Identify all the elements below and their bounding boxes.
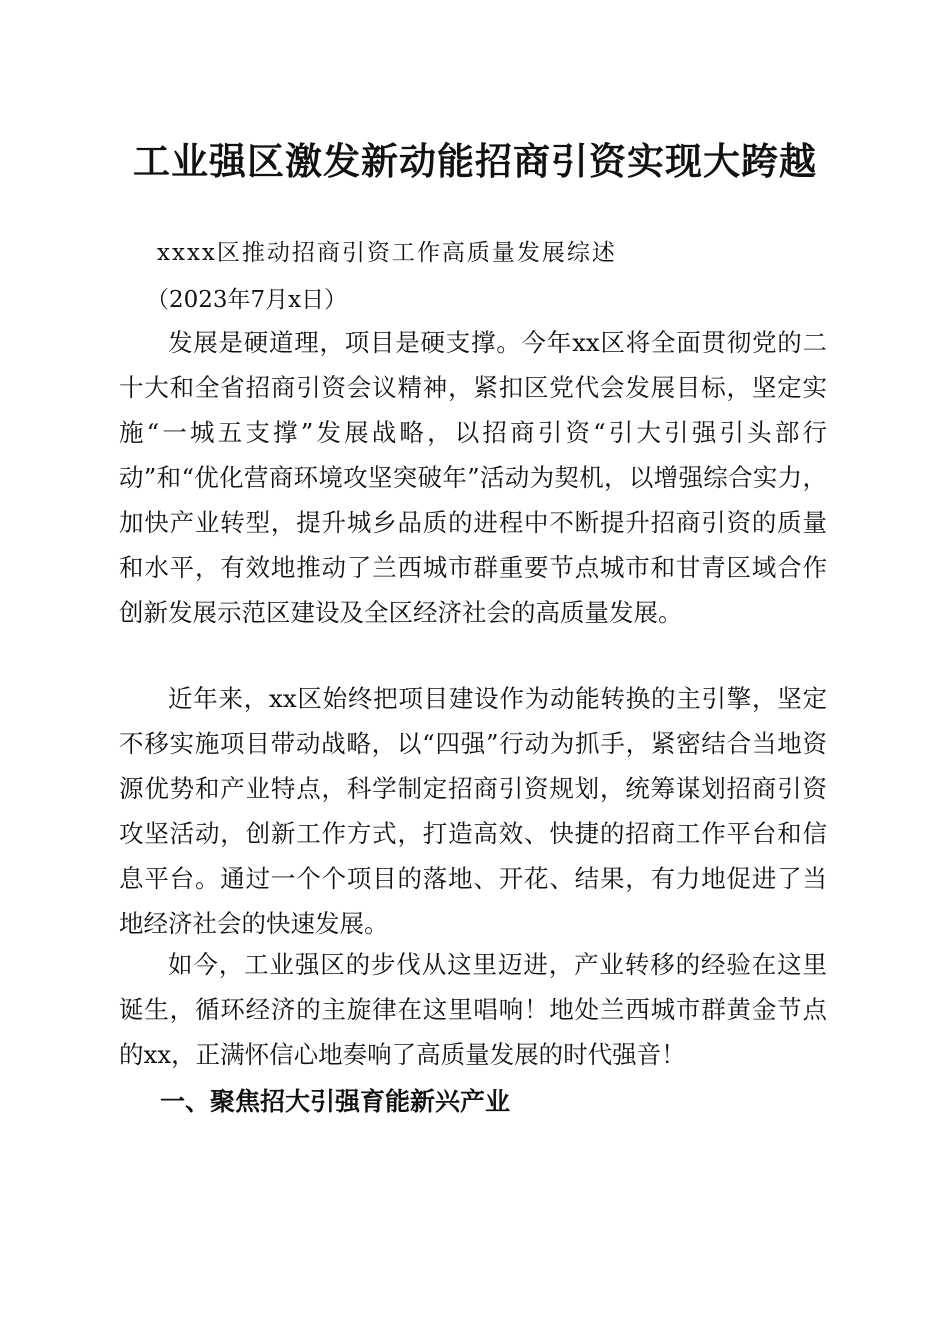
section-heading: 一、聚焦招大引强育能新兴产业 <box>160 1087 511 1116</box>
paragraph-3: 如今，工业强区的步伐从这里迈进，产业转移的经验在这里诞生，循环经济的主旋律在这里唱响！地处兰西城市群黄金节点的xx，正满怀信心地奏响了高质量发展的时代强音！ <box>119 950 827 1069</box>
document-subtitle: xxxx区推动招商引资工作高质量发展综述 <box>157 240 617 266</box>
paragraph-1: 发展是硬道理，项目是硬支撑。今年xx区将全面贯彻党的二十大和全省招商引资会议精神，紧扣区党代会发展目标，坚定实施“一城五支撑”发展战略，以招商引资“引大引强引头部行动”和“优化营商环境攻坚突破年”活动为契机，以增强综合实力，加快产业转型，提升城乡品质的进程中不断提升招商引资的质量和水平，有效地推动了兰西城市群重要节点城市和甘青区域合作创新发展示范区建设及全区经济社会的高质量发展。 <box>119 328 827 627</box>
document-title: 工业强区激发新动能招商引资实现大跨越 <box>133 139 817 183</box>
document-date: （2023年7月x日） <box>146 287 348 313</box>
paragraph-2: 近年来，xx区始终把项目建设作为动能转换的主引擎，坚定不移实施项目带动战略，以“四强”行动为抓手，紧密结合当地资源优势和产业特点，科学制定招商引资规划，统筹谋划招商引资攻坚活动，创新工作方式，打造高效、快捷的招商工作平台和信息平台。通过一个个项目的落地、开花、结果，有力地促进了当地经济社会的快速发展。 <box>119 684 827 938</box>
